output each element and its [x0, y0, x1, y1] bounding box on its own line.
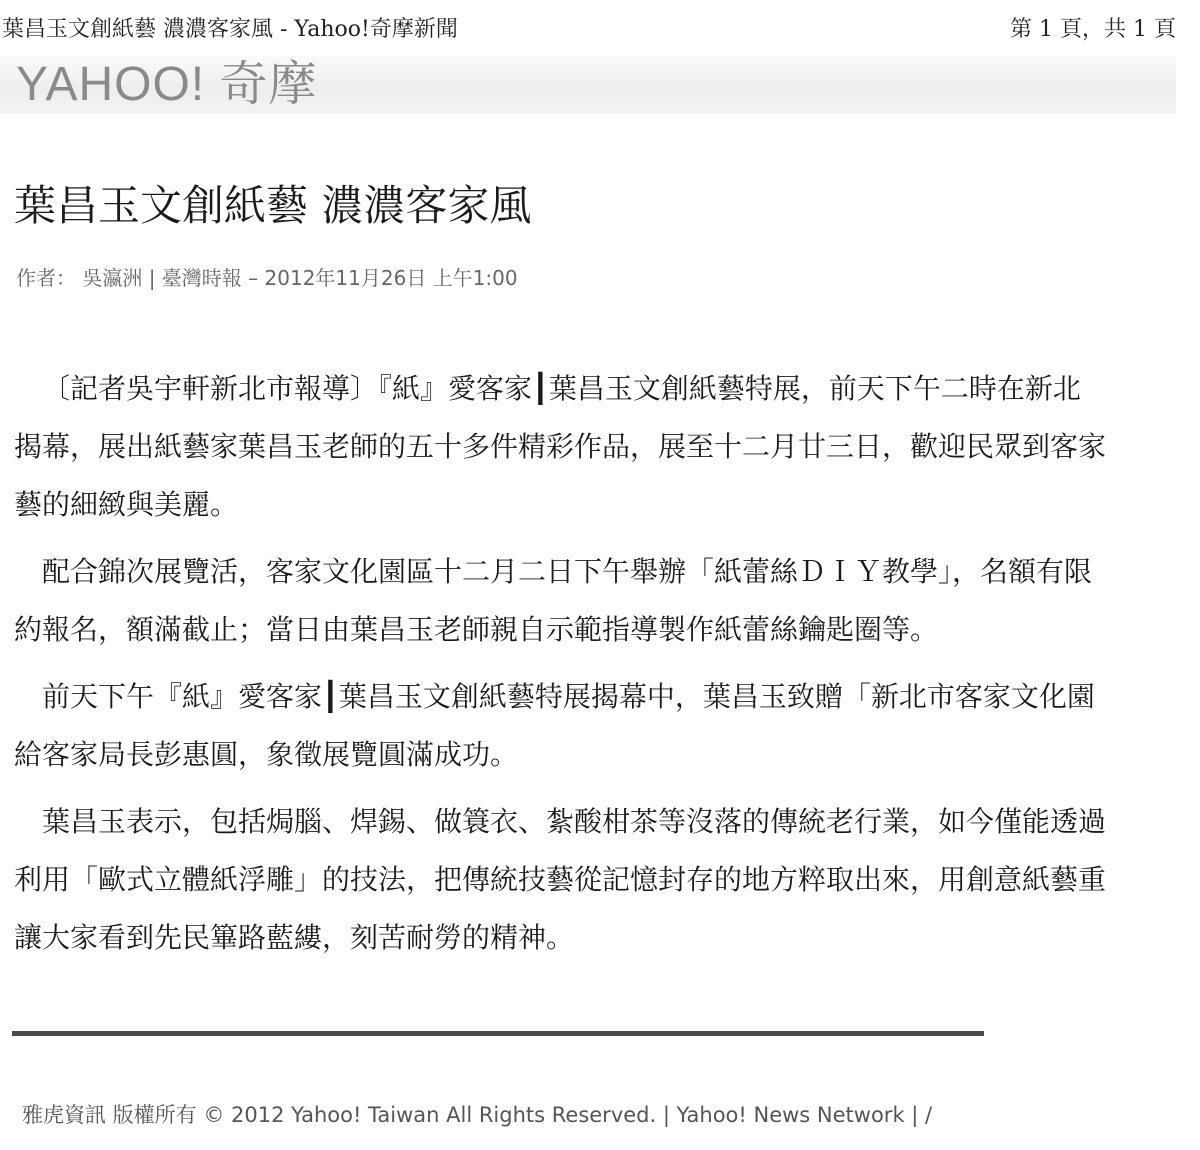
- paragraph-line: 利用「歐式立體紙浮雕」的技法，把傳統技藝從記憶封存的地方粹取出來，用創意紙藝重: [14, 863, 1107, 896]
- brand-banner: [0, 56, 1176, 114]
- article-paragraph: [14, 793, 1176, 967]
- paragraph-line: 揭幕，展出紙藝家葉昌玉老師的五十多件精彩作品，展至十二月廿三日，歡迎民眾到客家: [14, 430, 1107, 463]
- paragraph-line: 讓大家看到先民篳路藍縷，刻苦耐勞的精神。: [14, 921, 575, 954]
- article-body: [14, 360, 1176, 976]
- article-byline: 作者： 吳瀛洲 | 臺灣時報 – 2012年11月26日 上午1:00: [16, 266, 518, 290]
- footer-divider: [12, 1031, 984, 1036]
- paragraph-line: 葉昌玉表示，包括焗腦、焊錫、做簑衣、紮酸柑茶等沒落的傳統老行業，如今僅能透過: [42, 805, 1107, 838]
- paragraph-line: 藝的細緻與美麗。: [14, 488, 239, 521]
- paragraph-line: 約報名，額滿截止；當日由葉昌玉老師親自示範指導製作紙蕾絲鑰匙圈等。: [14, 613, 939, 646]
- page-count: 第 1 頁，共 1 頁: [1010, 17, 1176, 42]
- paragraph-line: 〔記者吳宇軒新北市報導〕『紙』愛客家┃葉昌玉文創紙藝特展，前天下午二時在新北: [42, 372, 1081, 405]
- paragraph-line: 給客家局長彭惠圓，象徵展覽圓滿成功。: [14, 738, 519, 771]
- yahoo-logo[interactable]: YAHOO! 奇摩: [16, 58, 318, 111]
- article-title: 葉昌玉文創紙藝 濃濃客家風: [14, 181, 532, 230]
- article-paragraph: [14, 360, 1176, 534]
- paragraph-line: 前天下午『紙』愛客家┃葉昌玉文創紙藝特展揭幕中，葉昌玉致贈「新北市客家文化園: [42, 680, 1095, 713]
- article-paragraph: [14, 543, 1176, 659]
- print-header: [0, 14, 1176, 46]
- footer-copyright: 雅虎資訊 版權所有 © 2012 Yahoo! Taiwan All Rights Reserved. | Yahoo! News Network | /: [22, 1103, 933, 1127]
- paragraph-line: 配合錦次展覽活，客家文化園區十二月二日下午舉辦「紙蕾絲ＤＩＹ教學」，名額有限: [42, 555, 1093, 588]
- article-paragraph: [14, 668, 1176, 784]
- page-title: 葉昌玉文創紙藝 濃濃客家風 - Yahoo!奇摩新聞: [2, 17, 458, 42]
